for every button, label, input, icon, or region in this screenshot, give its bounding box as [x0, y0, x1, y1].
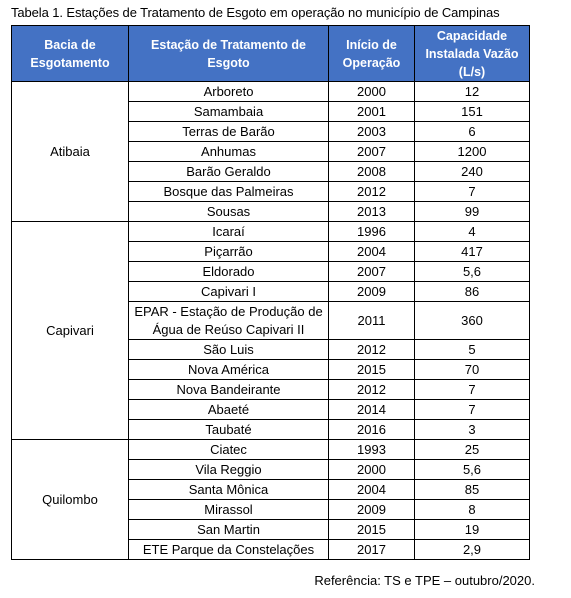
- estacao-cell: ETE Parque da Constelações: [129, 540, 329, 560]
- vazao-cell: 3: [415, 420, 530, 440]
- estacao-cell: EPAR - Estação de Produção de Água de Reúso Capivari II: [129, 302, 329, 340]
- estacao-cell: Bosque das Palmeiras: [129, 182, 329, 202]
- inicio-cell: 2012: [329, 182, 415, 202]
- vazao-cell: 25: [415, 440, 530, 460]
- inicio-cell: 2012: [329, 340, 415, 360]
- estacao-cell: Mirassol: [129, 500, 329, 520]
- estacao-cell: Piçarrão: [129, 242, 329, 262]
- estacao-cell: Anhumas: [129, 142, 329, 162]
- inicio-cell: 2013: [329, 202, 415, 222]
- inicio-cell: 2007: [329, 142, 415, 162]
- estacao-cell: Terras de Barão: [129, 122, 329, 142]
- table-header-row: [12, 26, 530, 82]
- vazao-cell: 86: [415, 282, 530, 302]
- vazao-cell: 19: [415, 520, 530, 540]
- inicio-cell: 2001: [329, 102, 415, 122]
- table-row: [12, 222, 530, 242]
- estacao-cell: Taubaté: [129, 420, 329, 440]
- inicio-cell: 2004: [329, 480, 415, 500]
- inicio-cell: 2004: [329, 242, 415, 262]
- table-body: [12, 82, 530, 560]
- inicio-cell: 2015: [329, 520, 415, 540]
- bacia-cell: Quilombo: [12, 440, 129, 560]
- table-row: [12, 82, 530, 102]
- inicio-cell: 2003: [329, 122, 415, 142]
- vazao-cell: 240: [415, 162, 530, 182]
- vazao-cell: 1200: [415, 142, 530, 162]
- inicio-cell: 2014: [329, 400, 415, 420]
- estacao-cell: Sousas: [129, 202, 329, 222]
- table-caption: Tabela 1. Estações de Tratamento de Esgoto em operação no município de Campinas: [11, 5, 500, 20]
- estacao-cell: Capivari I: [129, 282, 329, 302]
- header-capacidade: Capacidade Instalada Vazão (L/s): [415, 26, 530, 82]
- vazao-cell: 12: [415, 82, 530, 102]
- estacao-cell: San Martin: [129, 520, 329, 540]
- vazao-cell: 5,6: [415, 460, 530, 480]
- bacia-cell: Atibaia: [12, 82, 129, 222]
- estacao-cell: Vila Reggio: [129, 460, 329, 480]
- vazao-cell: 151: [415, 102, 530, 122]
- estacao-cell: Ciatec: [129, 440, 329, 460]
- vazao-cell: 7: [415, 400, 530, 420]
- vazao-cell: 6: [415, 122, 530, 142]
- vazao-cell: 417: [415, 242, 530, 262]
- estacao-cell: São Luis: [129, 340, 329, 360]
- inicio-cell: 2017: [329, 540, 415, 560]
- vazao-cell: 5: [415, 340, 530, 360]
- vazao-cell: 5,6: [415, 262, 530, 282]
- inicio-cell: 1993: [329, 440, 415, 460]
- estacao-cell: Abaeté: [129, 400, 329, 420]
- estacao-cell: Santa Mônica: [129, 480, 329, 500]
- estacao-cell: Arboreto: [129, 82, 329, 102]
- inicio-cell: 2016: [329, 420, 415, 440]
- inicio-cell: 2009: [329, 500, 415, 520]
- header-inicio: Início de Operação: [329, 26, 415, 82]
- inicio-cell: 1996: [329, 222, 415, 242]
- header-estacao: Estação de Tratamento de Esgoto: [129, 26, 329, 82]
- inicio-cell: 2000: [329, 460, 415, 480]
- vazao-cell: 99: [415, 202, 530, 222]
- inicio-cell: 2009: [329, 282, 415, 302]
- estacao-cell: Samambaia: [129, 102, 329, 122]
- vazao-cell: 4: [415, 222, 530, 242]
- inicio-cell: 2008: [329, 162, 415, 182]
- estacao-cell: Icaraí: [129, 222, 329, 242]
- vazao-cell: 7: [415, 380, 530, 400]
- vazao-cell: 2,9: [415, 540, 530, 560]
- table-row: [12, 440, 530, 460]
- header-bacia: Bacia de Esgotamento: [12, 26, 129, 82]
- estacao-cell: Barão Geraldo: [129, 162, 329, 182]
- vazao-cell: 8: [415, 500, 530, 520]
- bacia-cell: Capivari: [12, 222, 129, 440]
- estacao-cell: Nova Bandeirante: [129, 380, 329, 400]
- vazao-cell: 70: [415, 360, 530, 380]
- vazao-cell: 7: [415, 182, 530, 202]
- estacao-cell: Nova América: [129, 360, 329, 380]
- inicio-cell: 2011: [329, 302, 415, 340]
- inicio-cell: 2000: [329, 82, 415, 102]
- vazao-cell: 85: [415, 480, 530, 500]
- inicio-cell: 2012: [329, 380, 415, 400]
- vazao-cell: 360: [415, 302, 530, 340]
- ete-table: [11, 25, 530, 560]
- reference-note: Referência: TS e TPE – outubro/2020.: [314, 573, 535, 588]
- inicio-cell: 2007: [329, 262, 415, 282]
- inicio-cell: 2015: [329, 360, 415, 380]
- estacao-cell: Eldorado: [129, 262, 329, 282]
